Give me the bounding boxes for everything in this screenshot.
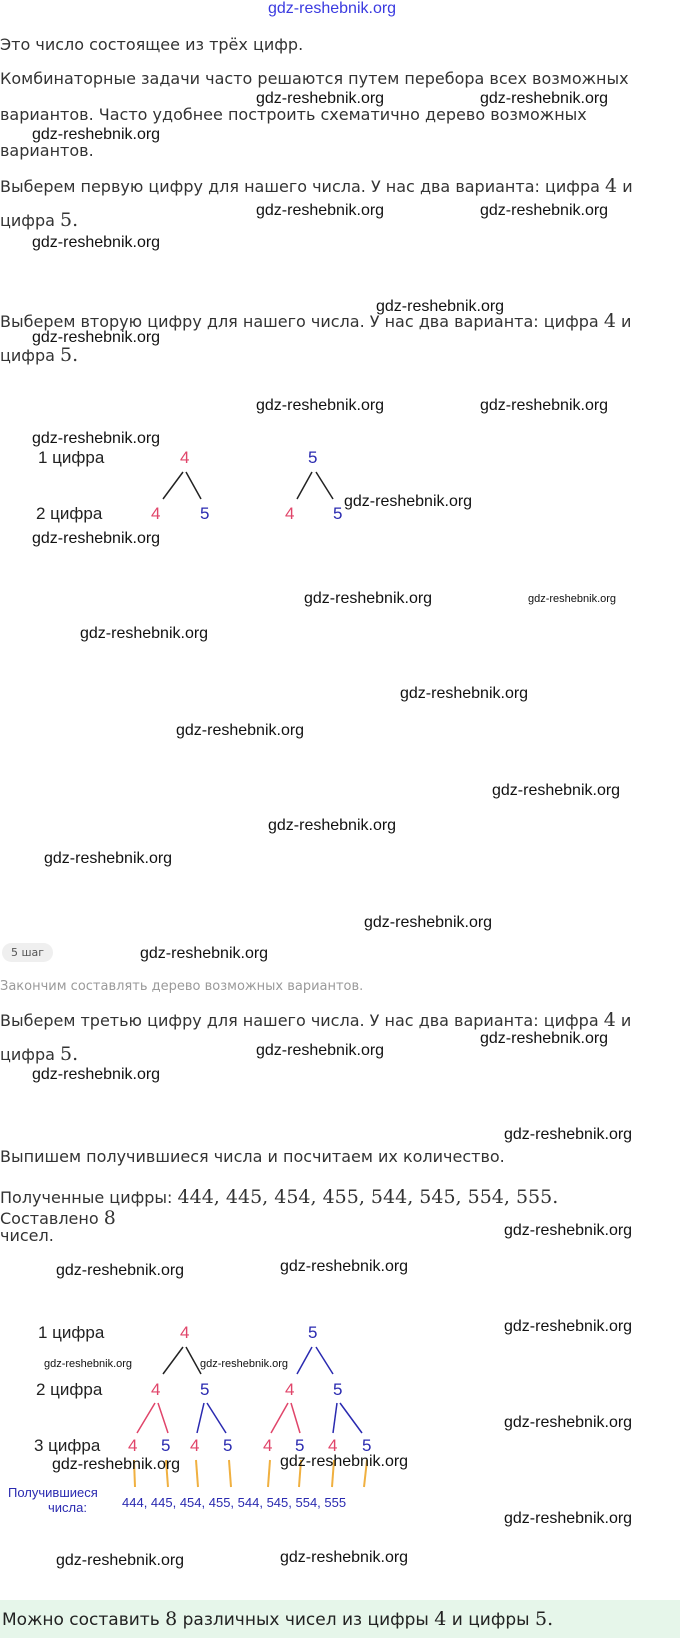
node-4-level3: 4 (190, 1436, 200, 1455)
watermark[interactable]: gdz-reshebnik.org (52, 1456, 181, 1473)
combinatorics-text-line3: вариантов. (0, 141, 94, 160)
watermark[interactable]: gdz-reshebnik.org (504, 1414, 633, 1431)
node-5-level2: 5 (333, 504, 343, 523)
intro-text: Это число состоящее из трёх цифр. (0, 35, 304, 54)
watermark[interactable]: gdz-reshebnik.org (32, 530, 161, 547)
second-digit-sentence: Выберем вторую цифру для нашего числа. У нас два варианта: цифра (0, 312, 599, 331)
watermark[interactable]: gdz-reshebnik.org (44, 1358, 133, 1370)
watermark[interactable]: gdz-reshebnik.org (56, 1262, 185, 1279)
combinatorics-text-line1: Комбинаторные задачи часто решаются путем перебора всех возможных (0, 69, 629, 88)
digit-word: цифра (0, 211, 55, 230)
watermark[interactable]: gdz-reshebnik.org (492, 782, 621, 799)
answer-digit-five: 5. (535, 1608, 554, 1630)
watermark[interactable]: gdz-reshebnik.org (256, 1042, 385, 1059)
third-digit-text (0, 1010, 660, 1031)
node-5-level2: 5 (333, 1380, 343, 1399)
math-four: 4 (605, 175, 618, 197)
answer-digit-four: 4 (434, 1608, 447, 1630)
node-5-level3: 5 (362, 1436, 372, 1455)
numbers-list: 444, 445, 454, 455, 544, 545, 554, 555. (177, 1186, 559, 1208)
node-5-level1: 5 (308, 1323, 318, 1342)
node-4-level2: 4 (285, 1380, 295, 1399)
node-5-level2: 5 (200, 504, 210, 523)
third-digit-text-line2: цифра 5. (0, 1043, 79, 1065)
watermark[interactable]: gdz-reshebnik.org (32, 126, 161, 143)
row-label-3: 3 цифра (34, 1436, 101, 1455)
first-digit-text (0, 176, 660, 197)
and-word: и (622, 177, 633, 196)
first-digit-sentence: Выберем первую цифру для нашего числа. У нас два варианта: цифра (0, 177, 600, 196)
node-4-level1: 4 (180, 448, 190, 467)
math-five: 5 (60, 1043, 73, 1065)
watermark[interactable]: gdz-reshebnik.org (504, 1510, 633, 1527)
answer-count: 8 (165, 1608, 178, 1630)
node-4-level1: 4 (180, 1323, 190, 1342)
row-label-1: 1 цифра (38, 1323, 105, 1342)
watermark[interactable]: gdz-reshebnik.org (80, 625, 209, 642)
tree-diagram-three-levels (0, 1315, 420, 1530)
node-4-level3: 4 (328, 1436, 338, 1455)
result-label-line2: числа: (48, 1500, 87, 1515)
resulting-label: Полученные цифры: (0, 1188, 173, 1207)
math-four: 4 (603, 1009, 616, 1031)
node-5-level3: 5 (161, 1436, 171, 1455)
watermark[interactable]: gdz-reshebnik.org (344, 493, 473, 510)
answer-footer (0, 1600, 680, 1638)
step-badge: 5 шаг (2, 943, 53, 962)
node-4-level3: 4 (128, 1436, 138, 1455)
watermark[interactable]: gdz-reshebnik.org (256, 397, 385, 414)
watermark[interactable]: gdz-reshebnik.org (528, 593, 617, 605)
composed-word: Составлено (0, 1209, 99, 1228)
node-4-level2: 4 (151, 1380, 161, 1399)
and-word: и (620, 1011, 632, 1030)
math-eight: 8 (103, 1207, 116, 1229)
watermark[interactable]: gdz-reshebnik.org (504, 1126, 633, 1143)
row-label-1: 1 цифра (38, 448, 105, 467)
watermark[interactable]: gdz-reshebnik.org (44, 850, 173, 867)
watermark[interactable]: gdz-reshebnik.org (56, 1552, 185, 1569)
watermark[interactable]: gdz-reshebnik.org (400, 685, 529, 702)
watermark[interactable]: gdz-reshebnik.org (304, 590, 433, 607)
node-4-level3: 4 (263, 1436, 273, 1455)
first-digit-text-line2: цифра 5. (0, 209, 79, 231)
math-five: 5 (60, 344, 73, 366)
watermark[interactable]: gdz-reshebnik.org (376, 298, 505, 315)
digit-word: цифра (0, 346, 55, 365)
watermark[interactable]: gdz-reshebnik.org (280, 1549, 409, 1566)
node-4-level2: 4 (151, 504, 161, 523)
watermark[interactable]: gdz-reshebnik.org (32, 329, 161, 346)
answer-text-2: различных чисел из цифры (182, 1610, 429, 1630)
result-numbers: 444, 445, 454, 455, 544, 545, 554, 555 (122, 1495, 347, 1510)
watermark[interactable]: gdz-reshebnik.org (280, 1453, 409, 1470)
write-numbers-text: Выпишем получившиеся числа и посчитаем их количество. (0, 1147, 505, 1166)
answer-text-3: и цифры (451, 1610, 530, 1630)
watermark[interactable]: gdz-reshebnik.org (480, 202, 609, 219)
watermark[interactable]: gdz-reshebnik.org (256, 202, 385, 219)
watermark[interactable]: gdz-reshebnik.org (364, 914, 493, 931)
numbers-word: чисел. (0, 1226, 54, 1245)
third-digit-sentence: Выберем третью цифру для нашего числа. У нас два варианта: цифра (0, 1011, 599, 1030)
watermark[interactable]: gdz-reshebnik.org (480, 1030, 609, 1047)
node-5-level1: 5 (308, 448, 318, 467)
watermark[interactable]: gdz-reshebnik.org (504, 1222, 633, 1239)
watermark-top[interactable]: gdz-reshebnik.org (268, 0, 397, 17)
result-label-line1: Получившиеся (8, 1485, 98, 1500)
node-5-level3: 5 (295, 1436, 305, 1455)
row-label-2: 2 цифра (36, 1380, 103, 1399)
watermark[interactable]: gdz-reshebnik.org (32, 234, 161, 251)
math-four: 4 (603, 310, 616, 332)
combinatorics-text-line2: вариантов. Часто удобнее построить схематично дерево возможных (0, 105, 587, 124)
and-word: и (621, 312, 632, 331)
watermark[interactable]: gdz-reshebnik.org (480, 397, 609, 414)
watermark[interactable]: gdz-reshebnik.org (280, 1258, 409, 1275)
finish-tree-text: Закончим составлять дерево возможных вариантов. (0, 979, 364, 994)
node-4-level2: 4 (285, 504, 295, 523)
watermark[interactable]: gdz-reshebnik.org (480, 90, 609, 107)
watermark[interactable]: gdz-reshebnik.org (200, 1358, 289, 1370)
second-digit-text-line2: цифра 5. (0, 344, 79, 366)
watermark[interactable]: gdz-reshebnik.org (504, 1318, 633, 1335)
digit-word: цифра (0, 1045, 55, 1064)
tree-diagram-two-levels (0, 440, 400, 530)
watermark[interactable]: gdz-reshebnik.org (176, 722, 305, 739)
watermark[interactable]: gdz-reshebnik.org (32, 1066, 161, 1083)
math-five: 5 (60, 209, 73, 231)
node-5-level2: 5 (200, 1380, 210, 1399)
answer-text-1: Можно составить (2, 1610, 160, 1630)
node-5-level3: 5 (223, 1436, 233, 1455)
row-label-2: 2 цифра (36, 504, 103, 523)
watermark[interactable]: gdz-reshebnik.org (256, 90, 385, 107)
watermark[interactable]: gdz-reshebnik.org (140, 945, 269, 962)
watermark[interactable]: gdz-reshebnik.org (32, 430, 161, 447)
watermark[interactable]: gdz-reshebnik.org (268, 817, 397, 834)
